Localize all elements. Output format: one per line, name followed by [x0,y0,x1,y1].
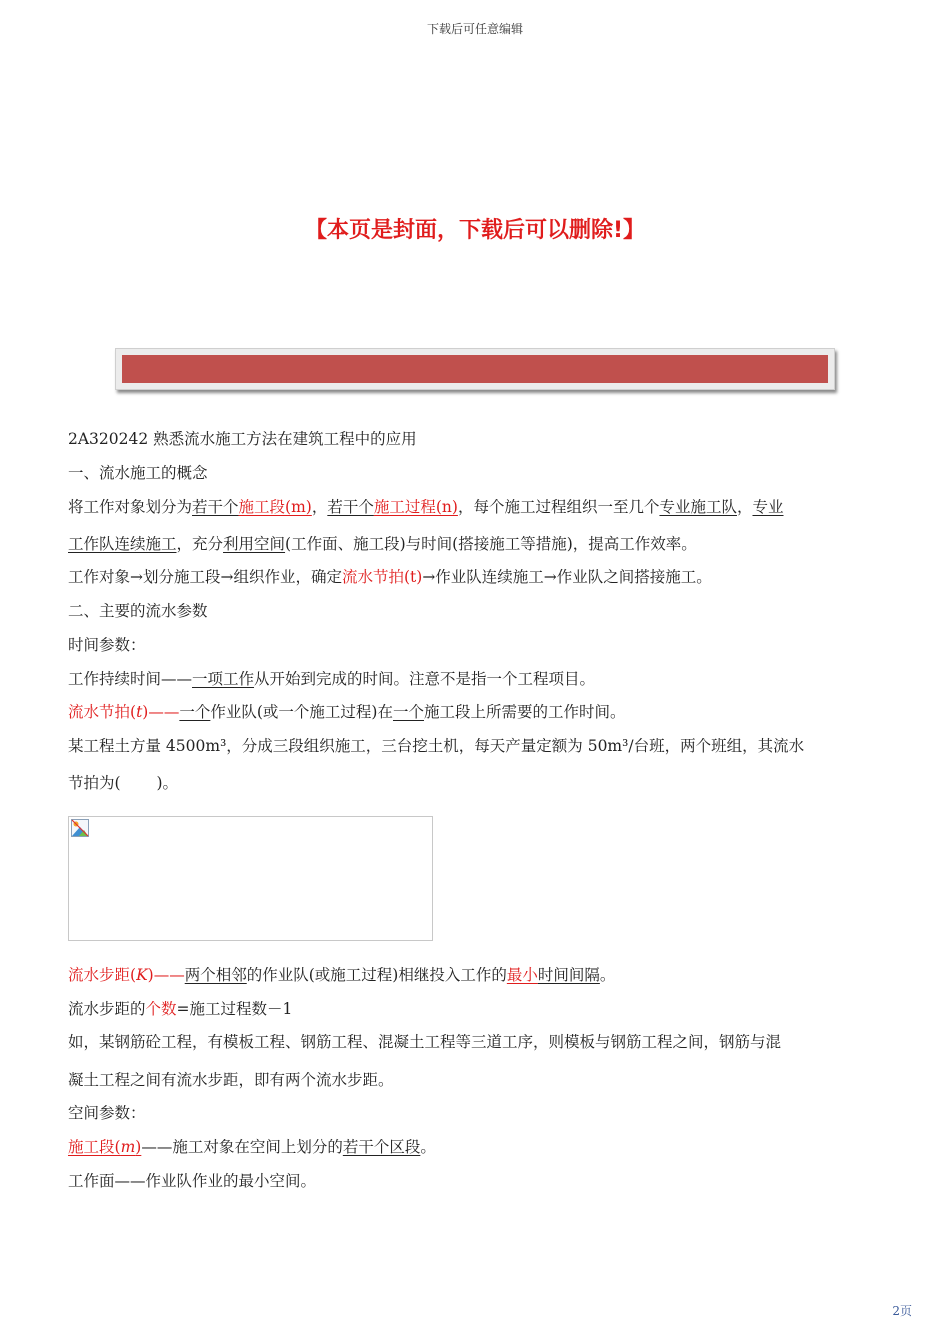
paragraph-concept-line2: 工作队连续施工，充分利用空间(工作面、施工段)与时间(搭接施工等措施)，提高工作效率。 [68,535,697,553]
broken-image-icon [71,819,89,837]
time-params-label: 时间参数： [68,636,146,654]
example-question-line1: 某工程土方量 4500m³，分成三段组织施工，三台挖土机，每天产量定额为 50m³/台班，两个班组，其流水 [68,737,805,755]
broken-image-placeholder [68,816,433,941]
paragraph-concept-line1: 将工作对象划分为若干个施工段(m)，若干个施工过程(n)，每个施工过程组织一至几个专业施工队，专业 [68,498,784,516]
section-heading-2: 二、主要的流水参数 [68,602,208,620]
paragraph-interval-count: 流水步距的个数=施工过程数－1 [68,1000,293,1018]
example-interval-line2: 凝土工程之间有流水步距，即有两个流水步距。 [68,1071,394,1089]
cover-notice: 【本页是封面，下载后可以删除!】 [304,218,646,243]
banner-fill [122,355,828,383]
doc-title: 2A320242 熟悉流水施工方法在建筑工程中的应用 [68,430,417,448]
paragraph-construction-section: 施工段(m)——施工对象在空间上划分的若干个区段。 [68,1138,436,1156]
example-question-line2: 节拍为( )。 [68,774,179,792]
space-params-label: 空间参数： [68,1104,146,1122]
paragraph-work-surface: 工作面——作业队作业的最小空间。 [68,1172,317,1190]
paragraph-process-flow: 工作对象→划分施工段→组织作业，确定流水节拍(t)→作业队连续施工→作业队之间搭接施工。 [68,568,712,586]
paragraph-duration: 工作持续时间——一项工作从开始到完成的时间。注意不是指一个工程项目。 [68,670,596,688]
section-heading-1: 一、流水施工的概念 [68,464,208,482]
paragraph-flow-beat: 流水节拍(t)——一个作业队(或一个施工过程)在一个施工段上所需要的工作时间。 [68,703,626,721]
decorative-banner [115,348,835,390]
example-interval-line1: 如，某钢筋砼工程，有模板工程、钢筋工程、混凝土工程等三道工序，则模板与钢筋工程之间，钢筋与混 [68,1033,782,1051]
page-header: 下载后可任意编辑 [426,22,523,36]
page-number: 2页 [892,1304,912,1318]
paragraph-flow-interval: 流水步距(K)——两个相邻的作业队(或施工过程)相继投入工作的最小时间间隔。 [68,966,616,984]
